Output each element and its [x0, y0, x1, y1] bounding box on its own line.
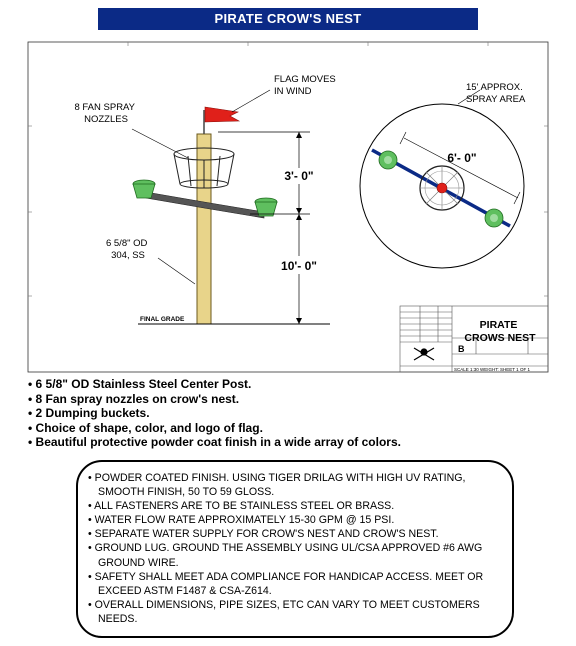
- flag: [205, 107, 239, 122]
- note-item: • POWDER COATED FINISH. USING TIGER DRILAG WITH HIGH UV RATING, SMOOTH FINISH, 50 TO 59 GLOSS.: [88, 471, 508, 499]
- note-item: • SAFETY SHALL MEET ADA COMPLIANCE FOR HANDICAP ACCESS. MEET OR EXCEED ASTM F1487 & CSA-Z614.: [88, 570, 508, 598]
- dim-upper: 3'- 0": [284, 169, 314, 183]
- note-item: • ALL FASTENERS ARE TO BE STAINLESS STEEL OR BRASS.: [88, 499, 508, 513]
- note-item: • SEPARATE WATER SUPPLY FOR CROW'S NEST AND CROW'S NEST.: [88, 527, 508, 541]
- plan-span-dimension: [400, 132, 520, 204]
- feature-item: • Choice of shape, color, and logo of flag.: [28, 421, 568, 436]
- feature-list: [28, 377, 568, 450]
- label-post: 6 5/8" OD 304, SS: [105, 238, 148, 261]
- dimension-lines: [216, 132, 310, 324]
- note-item: • WATER FLOW RATE APPROXIMATELY 15-30 GPM @ 15 PSI.: [88, 513, 508, 527]
- label-spray-area: 15' APPROX. SPRAY AREA: [466, 82, 526, 105]
- note-item: • GROUND LUG. GROUND THE ASSEMBLY USING UL/CSA APPROVED #6 AWG GROUND WIRE.: [88, 541, 508, 569]
- feature-item: • Beautiful protective powder coat finish in a wide array of colors.: [28, 435, 568, 450]
- feature-item: • 2 Dumping buckets.: [28, 406, 568, 421]
- plan-basket: [420, 166, 464, 210]
- feature-item: • 6 5/8" OD Stainless Steel Center Post.: [28, 377, 568, 392]
- notes-list: [88, 471, 508, 626]
- page-title: PIRATE CROW'S NEST: [98, 8, 478, 30]
- title-block-title: PIRATE CROWS NEST: [464, 319, 536, 344]
- title-block-logo: [414, 348, 434, 360]
- label-flag: FLAG MOVES IN WIND: [274, 74, 336, 97]
- dim-lower: 10'- 0": [281, 259, 317, 273]
- feature-item: • 8 Fan spray nozzles on crow's nest.: [28, 392, 568, 407]
- title-block-size: B: [458, 344, 465, 354]
- label-nozzles: 8 FAN SPRAY NOZZLES: [74, 102, 135, 125]
- note-item: • OVERALL DIMENSIONS, PIPE SIZES, ETC CAN VARY TO MEET CUSTOMERS NEEDS.: [88, 598, 508, 626]
- title-block-scale: SCALE 1:30 WEIGHT: SHEET 1 OF 1: [454, 367, 530, 372]
- dumping-bucket-left: [133, 180, 155, 198]
- label-final-grade: FINAL GRADE: [140, 316, 185, 323]
- dim-span: 6'- 0": [447, 151, 477, 165]
- technical-drawing: [10, 34, 566, 374]
- dumping-bucket-right: [255, 198, 277, 216]
